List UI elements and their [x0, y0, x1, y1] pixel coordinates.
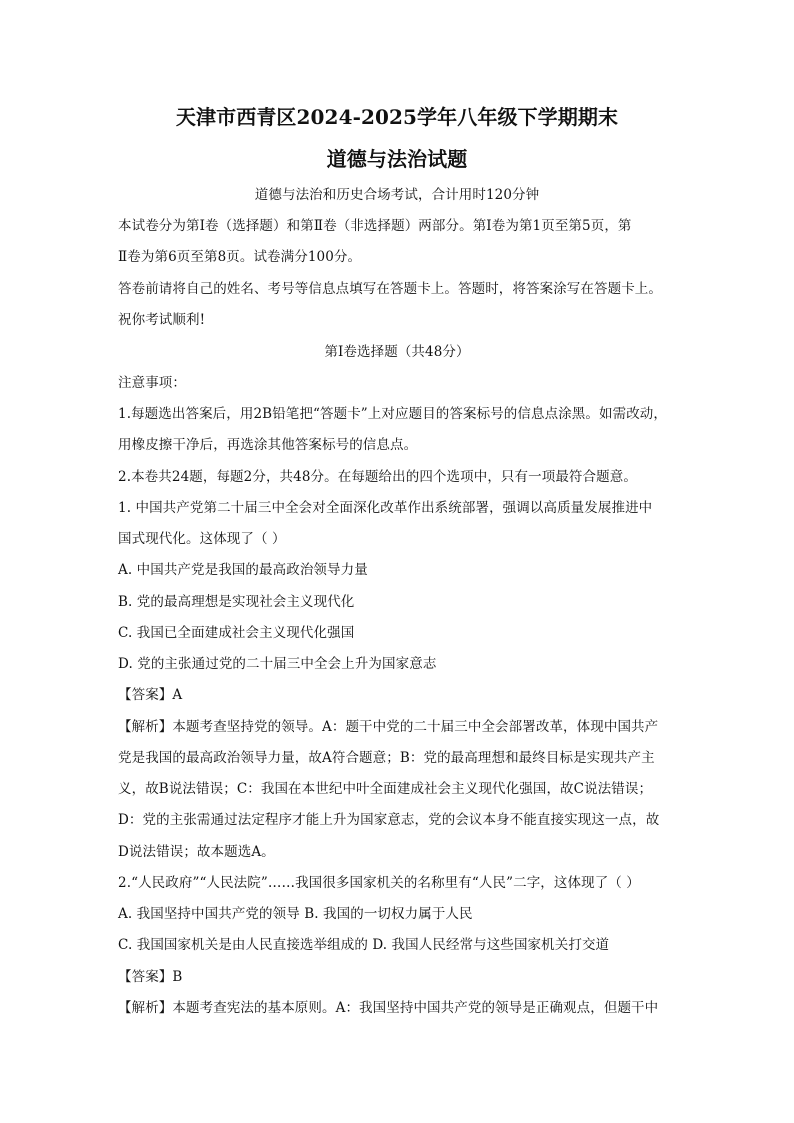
question-1-answer: 【答案】A — [118, 687, 183, 703]
question-1-analysis-line-2: 党是我国的最高政治领导力量，故A符合题意；B：党的最高理想和最终目标是实现共产主 — [118, 750, 655, 766]
question-2-options-c-d: C. 我国国家机关是由人民直接选举组成的 D. 我国人民经常与这些国家机关打交道 — [118, 937, 610, 953]
note-1-line-2: 用橡皮擦干净后，再选涂其他答案标号的信息点。 — [118, 437, 418, 453]
intro-paragraph-1-line-2: Ⅱ卷为第6页至第8页。试卷满分100分。 — [118, 249, 362, 265]
notes-label: 注意事项： — [118, 375, 186, 391]
question-1-analysis-line-5: D说法错误；故本题选A。 — [118, 844, 275, 860]
question-1-option-b: B. 党的最高理想是实现社会主义现代化 — [118, 594, 355, 610]
intro-paragraph-2-line-1: 答卷前请将自己的姓名、考号等信息点填写在答题卡上。答题时，将答案涂写在答题卡上。 — [118, 281, 662, 297]
question-2-answer: 【答案】B — [118, 969, 183, 985]
question-1-analysis-line-4: D：党的主张需通过法定程序才能上升为国家意志，党的会议本身不能直接实现这一点，故 — [118, 812, 660, 828]
question-1-option-d: D. 党的主张通过党的二十届三中全会上升为国家意志 — [118, 656, 437, 672]
document-title: 天津市西青区2024-2025学年八年级下学期期末 — [175, 105, 619, 129]
exam-timing-note: 道德与法治和历史合场考试，合计用时120分钟 — [254, 187, 540, 203]
note-1-line-1: 1.每题选出答案后，用2B铅笔把“答题卡”上对应题目的答案标号的信息点涂黑。如需改动， — [118, 406, 667, 422]
question-2-options-a-b: A. 我国坚持中国共产党的领导 B. 我国的一切权力属于人民 — [118, 906, 473, 922]
intro-paragraph-1-line-1: 本试卷分为第Ⅰ卷（选择题）和第Ⅱ卷（非选择题）两部分。第Ⅰ卷为第1页至第5页，第 — [118, 218, 632, 234]
document-subject-title: 道德与法治试题 — [326, 147, 468, 171]
question-1-analysis-line-1: 【解析】本题考查坚持党的领导。A：题干中党的二十届三中全会部署改革，体现中国共产 — [118, 719, 659, 735]
question-2-analysis-line-1: 【解析】本题考查宪法的基本原则。A：我国坚持中国共产党的领导是正确观点，但题干中 — [118, 1000, 659, 1016]
question-1-stem-line-2: 国式现代化。这体现了（ ） — [118, 531, 286, 547]
question-2-stem: 2.“人民政府”“人民法院”……我国很多国家机关的名称里有“人民”二字，这体现了（ ） — [118, 875, 640, 891]
question-1-analysis-line-3: 义，故B说法错误；C：我国在本世纪中叶全面建成社会主义现代化强国，故C说法错误； — [118, 781, 653, 797]
section-heading: 第Ⅰ卷选择题（共48分） — [324, 344, 470, 360]
question-1-option-c: C. 我国已全面建成社会主义现代化强国 — [118, 625, 355, 641]
question-1-stem-line-1: 1. 中国共产党第二十届三中全会对全面深化改革作出系统部署，强调以高质量发展推进中 — [118, 500, 653, 516]
note-2: 2.本卷共24题，每题2分，共48分。在每题给出的四个选项中，只有一项最符合题意。 — [118, 469, 637, 485]
question-1-option-a: A. 中国共产党是我国的最高政治领导力量 — [118, 562, 368, 578]
intro-paragraph-2-line-2: 祝你考试顺利! — [118, 312, 206, 328]
